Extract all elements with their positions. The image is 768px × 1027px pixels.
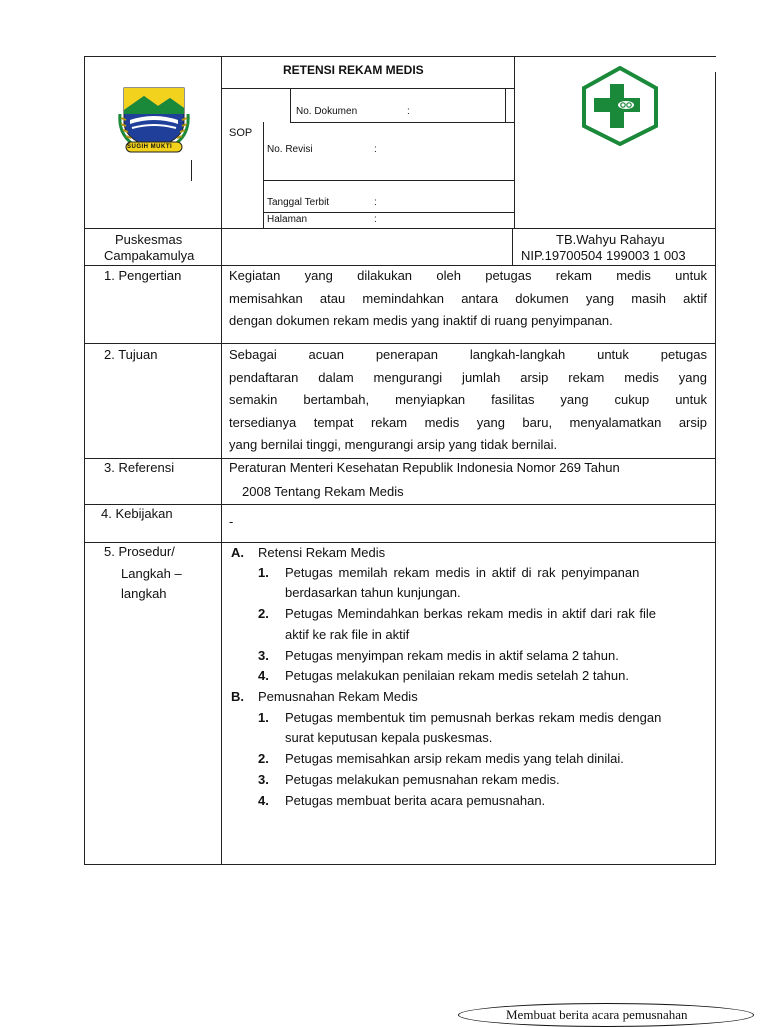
- referensi-label: 3. Referensi: [104, 460, 175, 475]
- step-number: 4.: [258, 793, 269, 808]
- prosedur-label-line3: langkah: [121, 586, 167, 601]
- revision-colon: :: [374, 144, 377, 155]
- tujuan-line: semakin bertambah, menyiapkan fasilitas yang cukup untuk: [229, 392, 707, 407]
- org-name-line1: Puskesmas: [115, 232, 183, 247]
- step-text: Petugas menyimpan rekam medis in aktif selama 2 tahun.: [285, 648, 619, 663]
- doc-number-colon: :: [407, 106, 410, 117]
- tujuan-label: 2. Tujuan: [104, 347, 158, 362]
- document-title: RETENSI REKAM MEDIS: [283, 63, 424, 77]
- step-number: 4.: [258, 668, 269, 683]
- step-number: 1.: [258, 710, 269, 725]
- doc-number-label: No. Dokumen: [296, 106, 358, 117]
- prosedur-label-line2: Langkah –: [121, 566, 182, 581]
- signer-nip: NIP.19700504 199003 1 003: [521, 248, 686, 263]
- pengertian-line: dengan dokumen rekam medis yang inaktif di ruang penyimpanan.: [229, 313, 613, 328]
- tujuan-line: tersedianya tempat rekam medis yang baru, menyalamatkan arsip: [229, 414, 707, 430]
- prosedur-label-line1: 5. Prosedur/: [104, 544, 175, 559]
- issue-date-colon: :: [374, 197, 377, 208]
- sop-label: SOP: [229, 127, 253, 139]
- step-text: Petugas melakukan penilaian rekam medis setelah 2 tahun.: [285, 668, 629, 683]
- page-colon: :: [374, 214, 377, 225]
- referensi-line1: Peraturan Menteri Kesehatan Republik Indonesia Nomor 269 Tahun: [229, 460, 620, 475]
- referensi-line2: 2008 Tentang Rekam Medis: [242, 484, 404, 499]
- step-text: surat keputusan kepala puskesmas.: [285, 730, 493, 745]
- step-text: aktif ke rak file in aktif: [285, 627, 410, 642]
- step-number: 2.: [258, 751, 269, 766]
- step-text: Petugas membentuk tim pemusnah berkas rekam medis dengan: [285, 710, 662, 725]
- step-text: Petugas membuat berita acara pemusnahan.: [285, 793, 546, 808]
- kebijakan-label: 4. Kebijakan: [101, 506, 173, 521]
- step-number: 2.: [258, 606, 269, 621]
- kebijakan-value: -: [229, 514, 234, 529]
- tujuan-text: [229, 344, 707, 457]
- pengertian-text: [229, 265, 707, 333]
- group-marker: A.: [231, 545, 244, 560]
- step-number: 1.: [258, 565, 269, 580]
- step-text: Petugas melakukan pemusnahan rekam medis.: [285, 772, 560, 787]
- step-number: 3.: [258, 772, 269, 787]
- step-text: berdasarkan tahun kunjungan.: [285, 585, 461, 600]
- tujuan-line: Sebagai acuan penerapan langkah-langkah untuk petugas: [229, 347, 707, 362]
- flowchart-terminal-label: Membuat berita acara pemusnahan: [506, 1007, 688, 1022]
- group-marker: B.: [231, 689, 244, 704]
- group-title: Retensi Rekam Medis: [258, 545, 386, 560]
- step-text: Petugas Memindahkan berkas rekam medis in aktif dari rak file: [285, 606, 656, 621]
- org-name-line2: Campakamulya: [104, 248, 195, 263]
- tujuan-line: yang bernilai tinggi, mengurangi arsip yang tidak bernilai.: [229, 437, 558, 452]
- step-text: Petugas memilah rekam medis in aktif di rak penyimpanan: [285, 565, 640, 580]
- emblem-banner: SUGIH MUKTI: [127, 144, 173, 150]
- page-label: Halaman: [267, 214, 308, 225]
- revision-label: No. Revisi: [267, 144, 313, 155]
- group-title: Pemusnahan Rekam Medis: [258, 689, 418, 704]
- issue-date-label: Tanggal Terbit: [267, 197, 330, 208]
- puskesmas-logo-icon: [580, 66, 660, 146]
- signer-name: TB.Wahyu Rahayu: [556, 232, 665, 247]
- tujuan-line: pendaftaran dalam mengurangi jumlah arsip rekam medis yang: [229, 369, 707, 385]
- pengertian-line: Kegiatan yang dilakukan oleh petugas rekam medis untuk: [229, 268, 707, 283]
- step-text: Petugas memisahkan arsip rekam medis yang telah dinilai.: [285, 751, 624, 766]
- pengertian-label: 1. Pengertian: [104, 268, 182, 283]
- pengertian-line: memisahkan atau memindahkan antara dokumen yang masih aktif: [229, 290, 707, 306]
- step-number: 3.: [258, 648, 269, 663]
